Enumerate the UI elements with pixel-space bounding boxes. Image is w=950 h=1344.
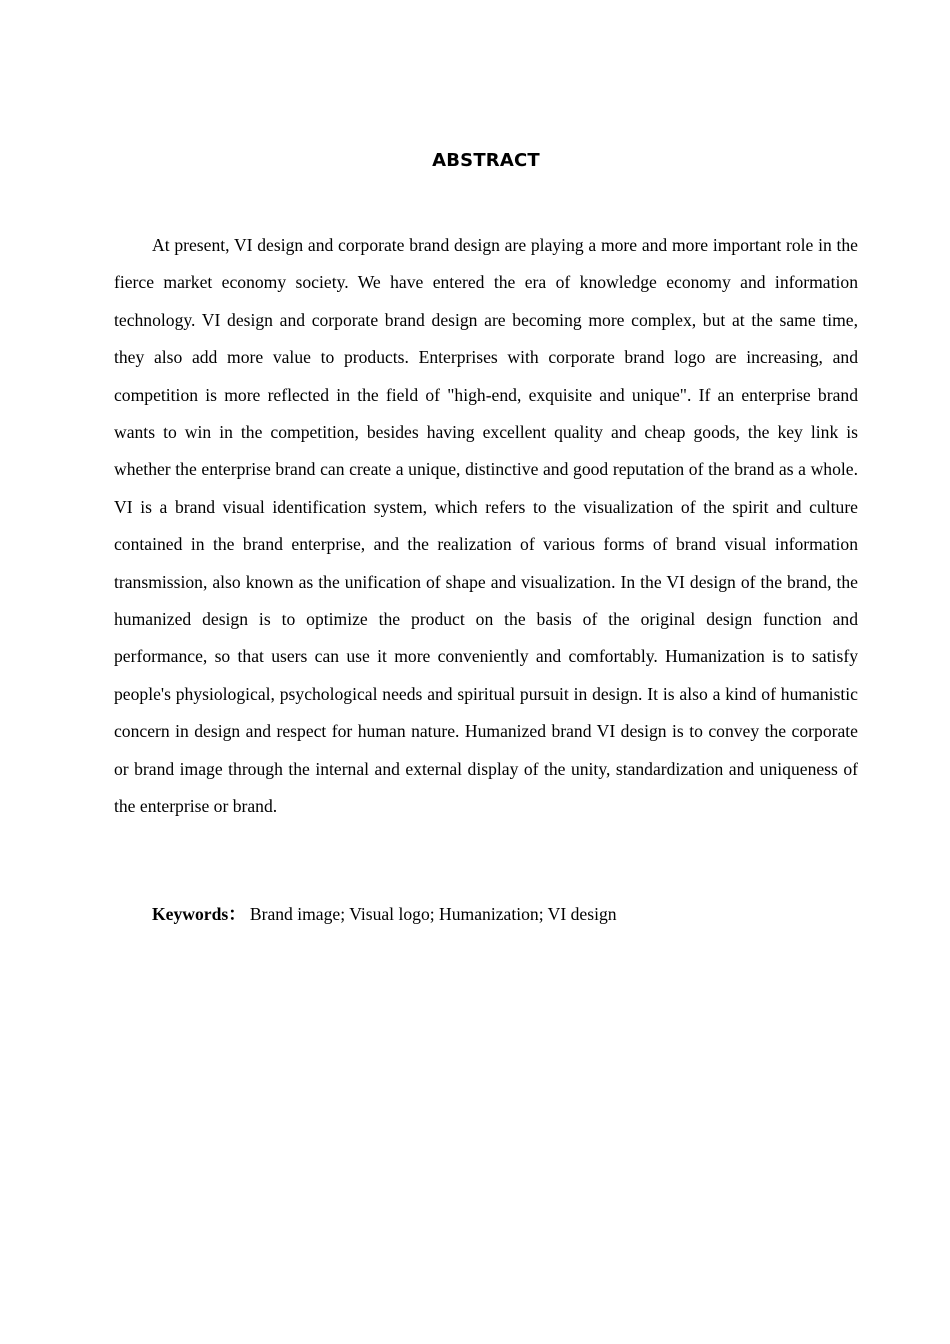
keywords-label: Keywords	[152, 904, 229, 924]
keywords-line	[152, 898, 858, 930]
keywords-values: Brand image; Visual logo; Humanization; VI design	[249, 904, 617, 924]
keywords-separator: ：	[228, 904, 246, 924]
abstract-title: ABSTRACT	[432, 150, 540, 171]
abstract-body: At present, VI design and corporate brand design are playing a more and more important role in the fierce market economy society. We have entered the era of knowledge economy and information technology. VI design and corporate brand design are becoming more complex, but at the same time, they also add more value to products. Enterprises with corporate brand logo are increasing, and competition is more reflected in the field of "high-end, exquisite and unique". If an enterprise brand wants to win in the competition, besides having excellent quality and cheap goods, the key link is whether the enterprise brand can create a unique, distinctive and good reputation of the brand as a whole. VI is a brand visual identification system, which refers to the visualization of the spirit and culture contained in the brand enterprise, and the realization of various forms of brand visual information transmission, also known as the unification of shape and visualization. In the VI design of the brand, the humanized design is to optimize the product on the basis of the original design function and performance, so that users can use it more conveniently and comfortably. Humanization is to satisfy people's physiological, psychological needs and spiritual pursuit in design. It is also a kind of humanistic concern in design and respect for human nature. Humanized brand VI design is to convey the corporate or brand image through the internal and external display of the unity, standardization and uniqueness of the enterprise or brand.	[114, 235, 858, 817]
